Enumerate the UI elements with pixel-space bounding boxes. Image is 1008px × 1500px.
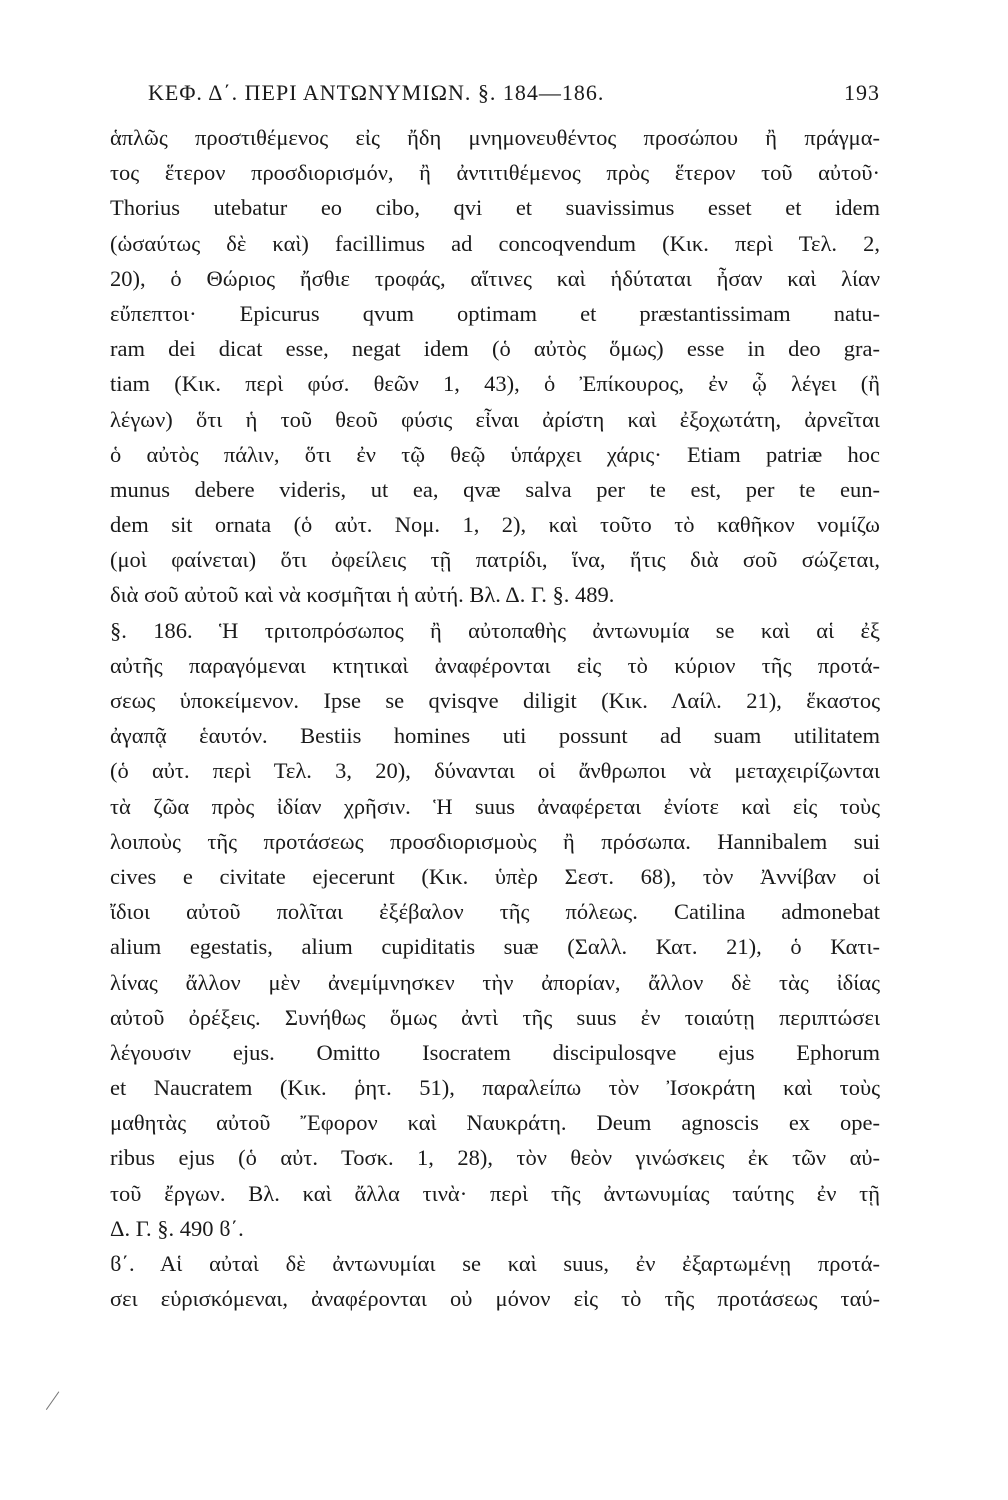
text-line: λέγων) ὅτι ἡ τοῦ θεοῦ φύσις εἶναι ἀρίστη καὶ ἐξοχωτάτη, ἀρνεῖται xyxy=(110,406,880,432)
text-line: λέγουσιν ejus. Omitto Isocratem discipulosqve ejus Ephorum xyxy=(110,1039,880,1065)
text-line: munus debere videris, ut ea, qvæ salva per te est, per te eun- xyxy=(110,476,880,502)
text-line: §. 186. Ἡ τριτοπρόσωπος ἢ αὐτοπαθὴς ἀντωνυμία se καὶ αἱ ἐξ xyxy=(110,617,880,643)
text-line: αὐτῆς παραγόμεναι κτητικαὶ ἀναφέρονται εἰς τὸ κύριον τῆς προτά- xyxy=(110,652,880,678)
text-line: τοῦ ἔργων. Βλ. καὶ ἄλλα τινὰ· περὶ τῆς ἀντωνυμίας ταύτης ἐν τῇ xyxy=(110,1180,880,1206)
text-line: tiam (Κικ. περὶ φύσ. θεῶν 1, 43), ὁ Ἐπίκουρος, ἐν ᾧ λέγει (ἢ xyxy=(110,371,880,397)
text-line: διὰ σοῦ αὐτοῦ καὶ νὰ κοσμῆται ἡ αὐτή. Βλ. Δ. Γ. §. 489. xyxy=(110,582,615,608)
text-line: μαθητὰς αὐτοῦ Ἔφορον καὶ Ναυκράτη. Deum agnoscis ex ope- xyxy=(110,1110,880,1136)
text-line: ἀγαπᾷ ἑαυτόν. Bestiis homines uti possunt ad suam utilitatem xyxy=(110,723,880,749)
body-text xyxy=(110,120,880,1316)
text-line: Δ. Γ. §. 490 ϐ΄. xyxy=(110,1215,244,1241)
running-title: ΚΕΦ. Δ΄. ΠΕΡΙ ΑΝΤΩΝΥΜΙΩΝ. §. 184—186. xyxy=(148,80,605,105)
text-line: dem sit ornata (ὁ αὐτ. Νομ. 1, 2), καὶ τοῦτο τὸ καθῆκον νομίζω xyxy=(110,512,880,538)
document-page xyxy=(110,80,880,1316)
text-line: et Naucratem (Κικ. ῥητ. 51), παραλείπω τὸν Ἰσοκράτη καὶ τοὺς xyxy=(110,1075,880,1101)
text-line: ὁ αὐτὸς πάλιν, ὅτι ἐν τῷ θεῷ ὑπάρχει χάρις· Etiam patriæ hoc xyxy=(110,441,880,467)
text-line: εὔπεπτοι· Epicurus qvum optimam et præstantissimam natu- xyxy=(110,300,880,326)
text-line: (ὁ αὐτ. περὶ Τελ. 3, 20), δύνανται οἱ ἄνθρωποι νὰ μεταχειρίζωνται xyxy=(110,758,880,784)
text-line: ram dei dicat esse, negat idem (ὁ αὐτὸς ὅμως) esse in deo gra- xyxy=(110,336,880,362)
margin-pencil-mark xyxy=(46,1391,60,1410)
text-line: (ὡσαύτως δὲ καὶ) facillimus ad concoqvendum (Κικ. περὶ Τελ. 2, xyxy=(110,230,880,256)
text-line: λίνας ἄλλον μὲν ἀνεμίμνησκεν τὴν ἀπορίαν, ἄλλον δὲ τὰς ἰδίας xyxy=(110,969,880,995)
text-line: τὰ ζῶα πρὸς ἰδίαν χρῆσιν. Ἡ suus ἀναφέρεται ἐνίοτε καὶ εἰς τοὺς xyxy=(110,793,880,819)
text-line: λοιποὺς τῆς προτάσεως προσδιορισμοὺς ἢ πρόσωπα. Hannibalem sui xyxy=(110,828,880,854)
text-line: Thorius utebatur eo cibo, qvi et suavissimus esset et idem xyxy=(110,195,880,221)
text-line: 20), ὁ Θώριος ἤσθιε τροφάς, αἵτινες καὶ ἡδύταται ἦσαν καὶ λίαν xyxy=(110,265,880,291)
text-line: σεως ὑποκείμενον. Ipse se qvisqve diligit (Κικ. Λαίλ. 21), ἕκαστος xyxy=(110,688,880,713)
text-line: αὐτοῦ ὀρέξεις. Συνήθως ὅμως ἀντὶ τῆς suus ἐν τοιαύτῃ περιπτώσει xyxy=(110,1004,880,1030)
text-line: σει εὑρισκόμεναι, ἀναφέρονται οὐ μόνον εἰς τὸ τῆς προτάσεως ταύ- xyxy=(110,1286,880,1312)
text-line: ϐ΄. Αἱ αὐταὶ δὲ ἀντωνυμίαι se καὶ suus, ἐν ἐξαρτωμένῃ προτά- xyxy=(110,1251,880,1276)
text-line: ribus ejus (ὁ αὐτ. Τοσκ. 1, 28), τὸν θεὸν γινώσκεις ἐκ τῶν αὐ- xyxy=(110,1145,880,1171)
text-line: cives e civitate ejecerunt (Κικ. ὑπὲρ Σεστ. 68), τὸν Ἀννίβαν οἱ xyxy=(110,863,880,889)
text-line: (μοὶ φαίνεται) ὅτι ὀφείλεις τῇ πατρίδι, ἵνα, ἥτις διὰ σοῦ σώζεται, xyxy=(110,547,880,573)
text-line: alium egestatis, alium cupiditatis suæ (Σαλλ. Κατ. 21), ὁ Κατι- xyxy=(110,934,880,960)
text-line: ἴδιοι αὐτοῦ πολῖται ἐξέβαλον τῆς πόλεως. Catilina admonebat xyxy=(110,899,880,925)
text-line: τος ἕτερον προσδιορισμόν, ἢ ἀντιτιθέμενος πρὸς ἕτερον τοῦ αὐτοῦ· xyxy=(110,160,880,186)
running-header xyxy=(110,80,880,106)
text-line: ἁπλῶς προστιθέμενος εἰς ἤδη μνημονευθέντος προσώπου ἢ πράγμα- xyxy=(110,125,880,150)
page-number: 193 xyxy=(844,80,880,105)
